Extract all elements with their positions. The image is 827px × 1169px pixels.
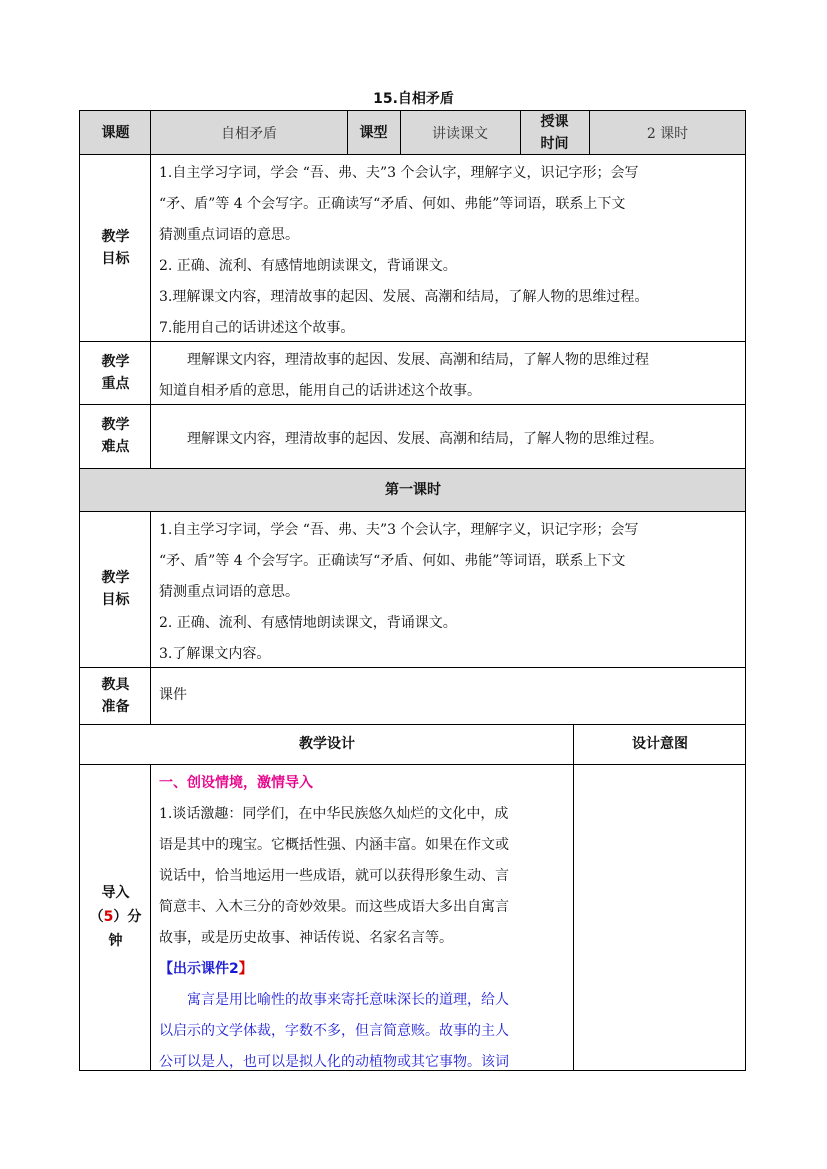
fable-line: 公可以是人，也可以是拟人化的动植物或其它事物。该词	[159, 1054, 509, 1070]
intro-label-line3: 钟	[108, 933, 123, 949]
hours-label-line2: 时间	[540, 135, 569, 152]
tools-label	[80, 667, 151, 724]
difficulties-label	[80, 404, 151, 468]
goals2-content	[159, 515, 749, 670]
keypoints-content	[159, 345, 749, 407]
table-border	[400, 111, 401, 154]
intro-label-line2	[90, 905, 142, 929]
goals2-line: 3.了解课文内容。	[159, 646, 271, 662]
intro-heading: 一、创设情境，激情导入	[159, 775, 313, 791]
document-title: 15.自相矛盾	[373, 91, 454, 107]
intro-minutes: 5	[103, 909, 114, 925]
table-border	[79, 404, 746, 405]
table-border	[79, 154, 746, 155]
goals2-label-line1: 教学	[101, 570, 130, 586]
table-border	[79, 667, 746, 668]
table-border	[150, 511, 151, 725]
tools-label-line2: 准备	[101, 698, 130, 715]
goals2-label-line2: 目标	[101, 592, 130, 608]
goals-label-line2: 目标	[101, 250, 130, 267]
goals-line: 3.理解课文内容，理清故事的起因、发展、高潮和结局，了解人物的思维过程。	[159, 289, 649, 305]
goals-line: 7.能用自己的话讲述这个故事。	[159, 320, 355, 336]
goals2-label	[80, 511, 151, 667]
intro-line: 故事，或是历史故事、神话传说、名家名言等。	[159, 930, 453, 946]
hours-value: 2 课时	[646, 125, 689, 142]
difficulties-content	[159, 424, 749, 455]
goals2-line: 1.自主学习字词，学会 “吾、弗、夫”3 个会认字，理解字义，识记字形；会写	[159, 522, 639, 538]
intro-content	[159, 768, 573, 1078]
goals2-line: “矛、盾”等 4 个会写字。正确读写“矛盾、何如、弗能”等词语，联系上下文	[159, 553, 626, 569]
table-border	[79, 341, 746, 342]
intent-header: 设计意图	[632, 736, 688, 752]
goals-label	[80, 154, 151, 341]
goals2-line: 猜测重点词语的意思。	[159, 584, 299, 600]
table-border	[79, 110, 746, 111]
table-border	[745, 111, 746, 725]
keypoints-label	[80, 341, 151, 404]
difficulties-label-line2: 难点	[101, 439, 130, 455]
goals-line: 1.自主学习字词，学会 “吾、弗、夫”3 个会认字，理解字义，识记字形；会写	[159, 165, 639, 181]
tools-value: 课件	[159, 687, 187, 703]
intro-label-line1: 导入	[101, 885, 130, 901]
type-label: 课型	[359, 124, 388, 141]
fable-line: 以启示的文学体裁，字数不多，但言简意赅。故事的主人	[159, 1023, 509, 1039]
goals2-line: 2. 正确、流利、有感情地朗读课文，背诵课文。	[159, 615, 457, 631]
table-border	[150, 764, 151, 1071]
fable-line: 寓言是用比喻性的故事来寄托意味深长的道理，给人	[187, 992, 509, 1008]
design-header: 教学设计	[299, 736, 355, 752]
section-title: 第一课时	[385, 481, 441, 498]
difficulties-line: 理解课文内容，理清故事的起因、发展、高潮和结局，了解人物的思维过程。	[187, 431, 663, 447]
goals-label-line1: 教学	[101, 228, 130, 245]
keypoints-line: 知道自相矛盾的意思，能用自己的话讲述这个故事。	[159, 383, 481, 399]
goals-line: “矛、盾”等 4 个会写字。正确读写“矛盾、何如、弗能”等词语，联系上下文	[159, 196, 626, 212]
intro-line: 1.谈话激趣：同学们，在中华民族悠久灿烂的文化中，成	[159, 806, 509, 822]
table-border	[573, 724, 574, 1071]
intro-line: 简意丰、入木三分的奇妙效果。而这些成语大多出自寓言	[159, 899, 509, 915]
table-border	[347, 111, 348, 154]
difficulties-label-line1: 教学	[101, 417, 130, 433]
intro-paren-close: ）分	[113, 909, 142, 925]
intro-line: 语是其中的瑰宝。它概括性强、内涵丰富。如果在作文或	[159, 837, 509, 853]
goals-line: 猜测重点词语的意思。	[159, 227, 299, 243]
intro-paren-open: （	[89, 909, 104, 925]
keypoints-label-line2: 重点	[101, 375, 130, 392]
intro-label	[80, 764, 151, 1070]
courseware-marker	[159, 954, 573, 985]
table-border	[150, 111, 151, 469]
table-border	[589, 111, 590, 154]
topic-label: 课题	[101, 124, 130, 141]
courseware-suffix: 】	[238, 961, 253, 977]
table-border	[79, 111, 80, 1071]
table-border	[79, 468, 746, 469]
table-border	[745, 724, 746, 1071]
courseware-prefix: 【出示课件	[159, 961, 229, 977]
table-border	[79, 764, 746, 765]
topic-value: 自相矛盾	[221, 125, 277, 142]
intro-line: 说话中，恰当地运用一些成语，就可以获得形象生动、言	[159, 868, 509, 884]
table-border	[79, 1070, 746, 1071]
hours-label	[520, 111, 589, 154]
tools-label-line1: 教具	[101, 676, 130, 693]
table-border	[79, 724, 746, 725]
goals-content	[159, 158, 749, 344]
table-border	[520, 111, 521, 154]
goals-line: 2. 正确、流利、有感情地朗读课文，背诵课文。	[159, 258, 457, 274]
keypoints-label-line1: 教学	[101, 353, 130, 370]
courseware-num: 2	[229, 961, 239, 977]
table-border	[79, 511, 746, 512]
type-value: 讲读课文	[432, 125, 488, 142]
keypoints-line: 理解课文内容，理清故事的起因、发展、高潮和结局，了解人物的思维过程	[187, 352, 649, 368]
hours-label-line1: 授课	[540, 113, 569, 130]
